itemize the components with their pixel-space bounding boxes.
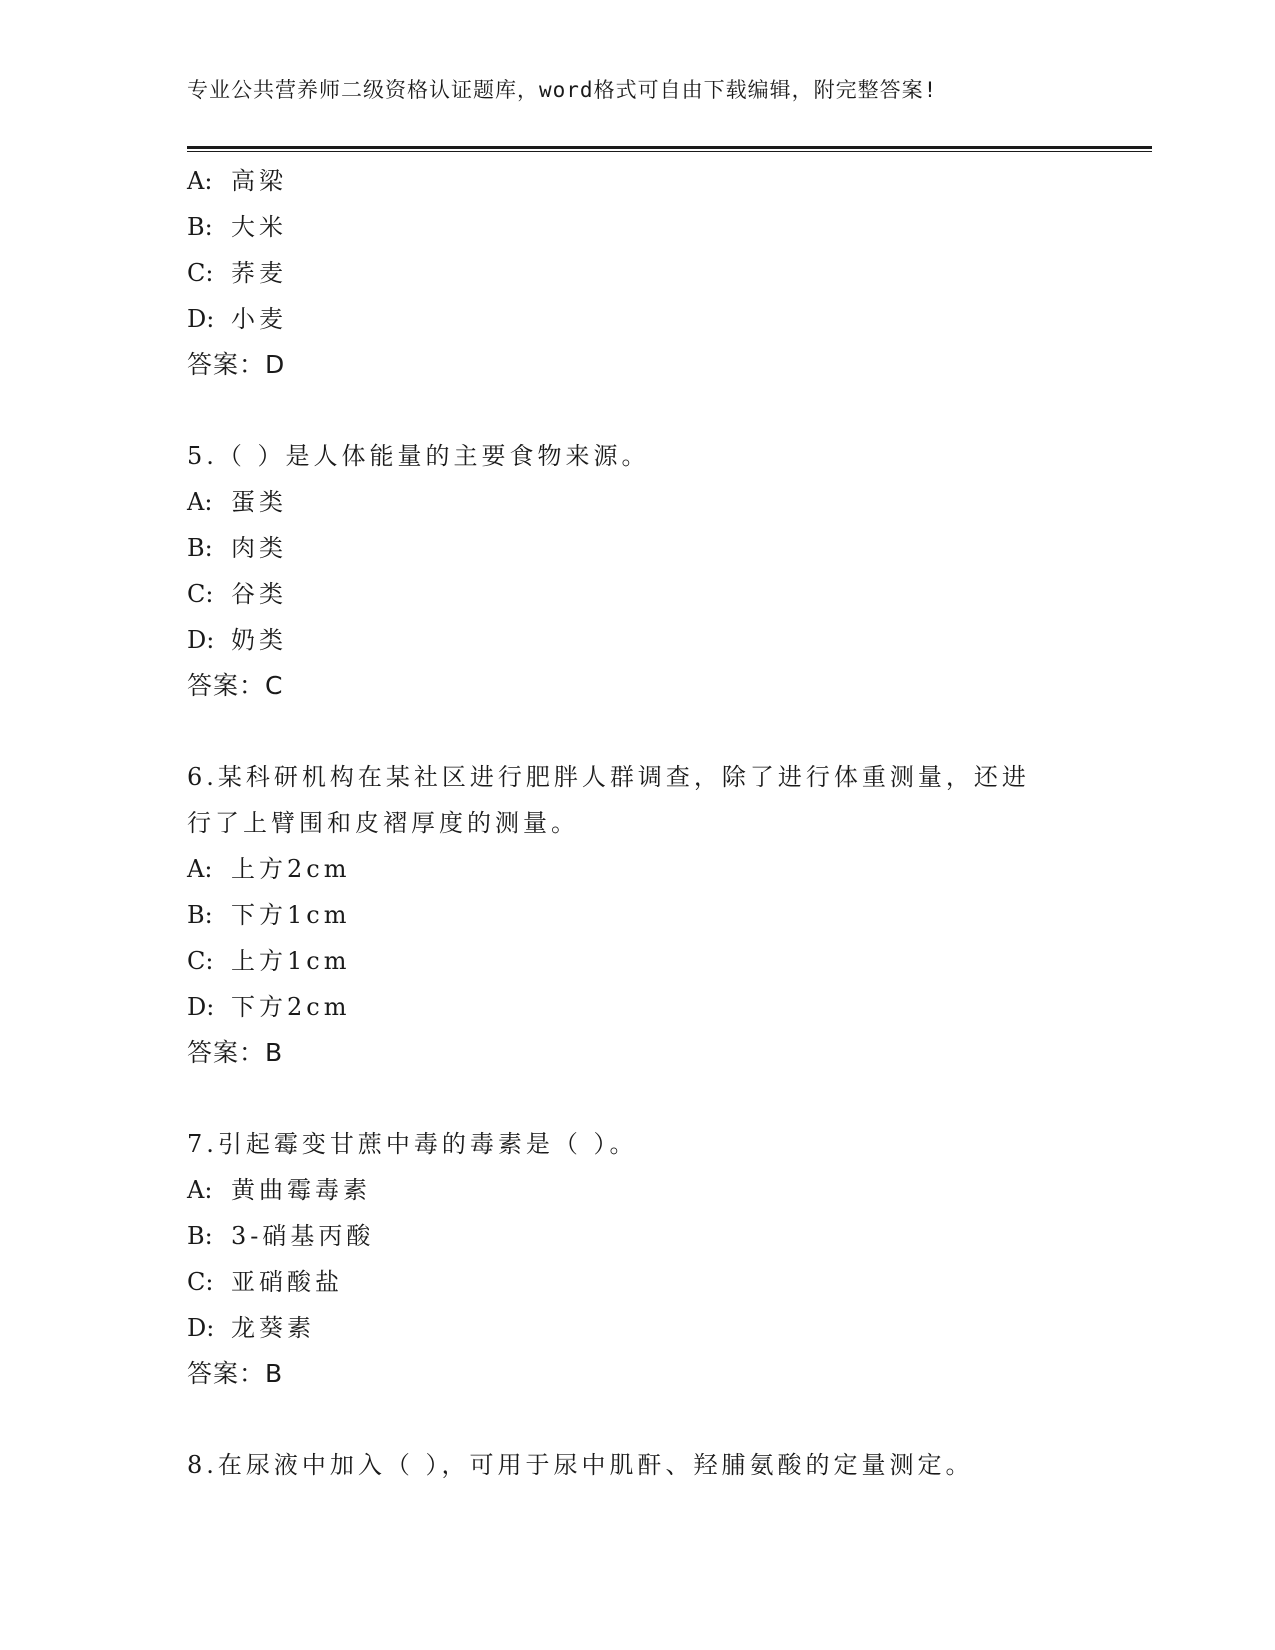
- header-rule-thin: [187, 151, 1152, 152]
- question-5: [187, 433, 1087, 709]
- option-c: C: 上方1cm: [187, 947, 351, 975]
- option-d: D: 下方2cm: [187, 993, 351, 1021]
- question-stem: 5.（ ）是人体能量的主要食物来源。: [187, 442, 650, 470]
- question-stem-line-2: 行了上臂围和皮褶厚度的测量。: [187, 809, 579, 837]
- option-c: C: 谷类: [187, 580, 287, 608]
- header-rule-thick: [187, 146, 1152, 149]
- option-b: B: 肉类: [187, 534, 287, 562]
- option-d: D: 龙葵素: [187, 1314, 315, 1342]
- question-8: [187, 1442, 1087, 1488]
- question-6: [187, 754, 1087, 1076]
- option-b: B: 大米: [187, 213, 287, 241]
- question-stem-line-1: 6.某科研机构在某社区进行肥胖人群调查，除了进行体重测量，还进: [187, 763, 1030, 791]
- page-header: 专业公共营养师二级资格认证题库，word格式可自由下载编辑，附完整答案!: [187, 78, 938, 102]
- option-a: A: 黄曲霉毒素: [187, 1176, 371, 1204]
- answer: 答案：B: [187, 1359, 284, 1388]
- option-d: D: 奶类: [187, 626, 287, 654]
- question-list: [187, 158, 1087, 1488]
- question-4: [187, 158, 1087, 388]
- answer: 答案：D: [187, 350, 286, 379]
- option-a: A: 高梁: [187, 167, 287, 195]
- option-b: B: 3-硝基丙酸: [187, 1222, 375, 1250]
- answer: 答案：B: [187, 1038, 284, 1067]
- question-7: [187, 1121, 1087, 1397]
- question-stem: 7.引起霉变甘蔗中毒的毒素是（ ）。: [187, 1130, 638, 1158]
- answer: 答案：C: [187, 671, 284, 700]
- question-stem: 8.在尿液中加入（ ），可用于尿中肌酐、羟脯氨酸的定量测定。: [187, 1451, 974, 1479]
- option-a: A: 上方2cm: [187, 855, 351, 883]
- option-a: A: 蛋类: [187, 488, 287, 516]
- option-b: B: 下方1cm: [187, 901, 351, 929]
- option-c: C: 亚硝酸盐: [187, 1268, 343, 1296]
- option-d: D: 小麦: [187, 305, 287, 333]
- option-c: C: 荞麦: [187, 259, 287, 287]
